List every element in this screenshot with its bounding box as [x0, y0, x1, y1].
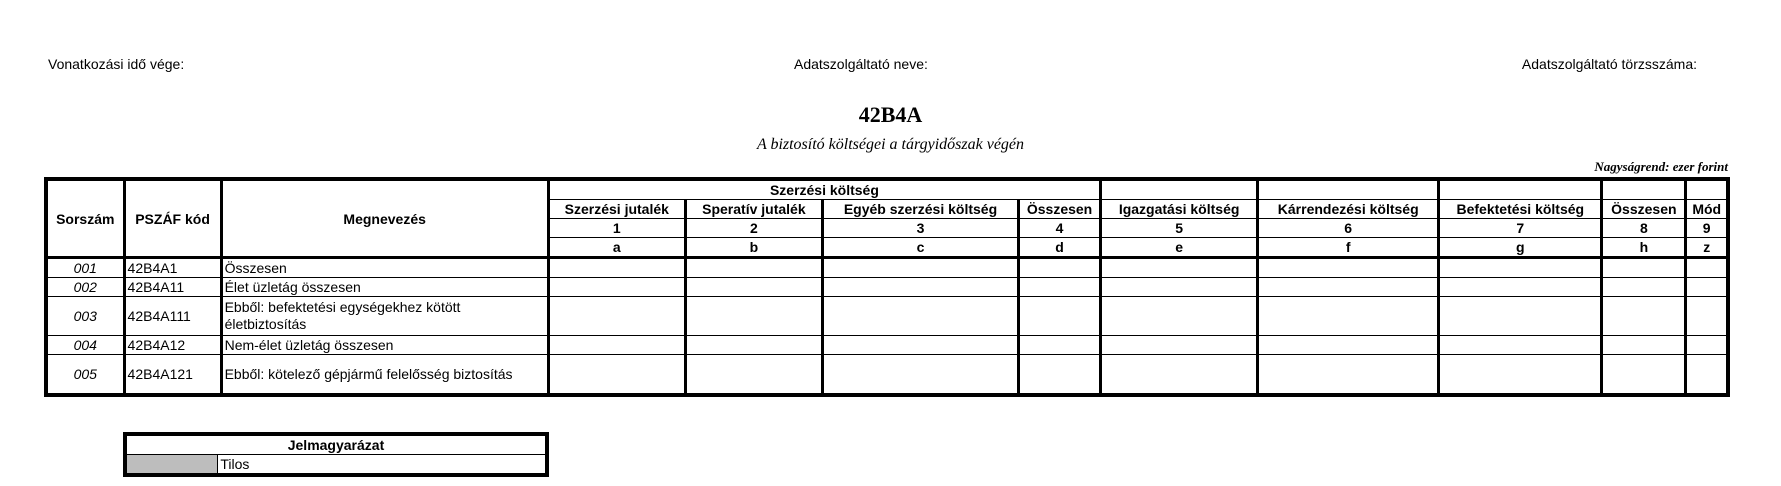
col-header: Speratív jutalék [685, 200, 822, 219]
data-cell[interactable] [1019, 297, 1101, 336]
data-cell[interactable] [548, 336, 685, 355]
col-header: Kárrendezési költség [1258, 200, 1439, 219]
row-number: 003 [46, 297, 124, 336]
data-cell[interactable] [1101, 355, 1258, 396]
row-name: Élet üzletág összesen [221, 278, 548, 297]
data-cell[interactable] [548, 278, 685, 297]
data-cell[interactable] [1686, 278, 1728, 297]
cost-table [44, 177, 1730, 397]
row-code: 42B4A11 [124, 278, 221, 297]
data-cell[interactable] [1439, 258, 1602, 278]
data-cell[interactable] [548, 355, 685, 396]
data-cell[interactable] [822, 297, 1018, 336]
row-name: Ebből: kötelező gépjármű felelősség biztosítás [221, 355, 548, 396]
data-cell[interactable] [685, 336, 822, 355]
data-cell[interactable] [1258, 278, 1439, 297]
col-letter: e [1101, 238, 1258, 258]
data-cell[interactable] [1019, 355, 1101, 396]
data-cell[interactable] [1439, 278, 1602, 297]
col-letter: a [548, 238, 685, 258]
data-cell[interactable] [1439, 297, 1602, 336]
row-number: 005 [46, 355, 124, 396]
row-name: Nem-élet üzletág összesen [221, 336, 548, 355]
data-cell[interactable] [685, 278, 822, 297]
data-cell[interactable] [1602, 336, 1686, 355]
row-number: 004 [46, 336, 124, 355]
data-cell[interactable] [1686, 258, 1728, 278]
col-letter: d [1019, 238, 1101, 258]
data-cell[interactable] [1686, 336, 1728, 355]
row-number: 001 [46, 258, 124, 278]
row-number: 002 [46, 278, 124, 297]
col-number: 4 [1019, 219, 1101, 238]
reference-period-label: Vonatkozási idő vége: [48, 56, 185, 72]
table-row [46, 336, 1728, 355]
row-name: Ebből: befektetési egységekhez kötött életbiztosítás [221, 297, 548, 336]
data-cell[interactable] [1258, 258, 1439, 278]
col-number: 7 [1439, 219, 1602, 238]
table-row [46, 355, 1728, 396]
col-letter: g [1439, 238, 1602, 258]
col-letter: f [1258, 238, 1439, 258]
col-header: Összesen [1019, 200, 1101, 219]
data-cell[interactable] [1258, 336, 1439, 355]
data-cell[interactable] [822, 355, 1018, 396]
data-cell[interactable] [1019, 336, 1101, 355]
report-code: 42B4A [858, 102, 923, 127]
data-cell[interactable] [1101, 336, 1258, 355]
table-row [46, 258, 1728, 278]
col-header: Szerzési jutalék [548, 200, 685, 219]
col-header-megnevezes: Megnevezés [221, 179, 548, 258]
data-cell[interactable] [1439, 336, 1602, 355]
col-number: 5 [1101, 219, 1258, 238]
data-cell[interactable] [1258, 297, 1439, 336]
row-code: 42B4A111 [124, 297, 221, 336]
data-cell[interactable] [1019, 278, 1101, 297]
legend-label-forbidden: Tilos [218, 455, 547, 476]
col-letter: c [822, 238, 1018, 258]
table-row [46, 297, 1728, 336]
data-cell[interactable] [1101, 297, 1258, 336]
col-header-sorszam: Sorszám [46, 179, 124, 258]
col-number: 3 [822, 219, 1018, 238]
group-header-szerzesi: Szerzési költség [548, 179, 1100, 200]
col-header-pszaf: PSZÁF kód [124, 179, 221, 258]
data-cell[interactable] [685, 297, 822, 336]
col-header: Összesen [1602, 200, 1686, 219]
data-cell[interactable] [1686, 297, 1728, 336]
data-cell[interactable] [1101, 278, 1258, 297]
col-letter: z [1686, 238, 1728, 258]
provider-name-label: Adatszolgáltató neve: [794, 56, 928, 72]
col-header: Igazgatási költség [1101, 200, 1258, 219]
row-name: Összesen [221, 258, 548, 278]
row-code: 42B4A1 [124, 258, 221, 278]
data-cell[interactable] [1602, 278, 1686, 297]
col-header: Mód [1686, 200, 1728, 219]
data-cell[interactable] [1439, 355, 1602, 396]
col-number: 6 [1258, 219, 1439, 238]
col-number: 2 [685, 219, 822, 238]
data-cell[interactable] [1019, 258, 1101, 278]
data-cell[interactable] [1258, 355, 1439, 396]
data-cell[interactable] [1686, 355, 1728, 396]
data-cell[interactable] [548, 297, 685, 336]
col-header: Befektetési költség [1439, 200, 1602, 219]
data-cell[interactable] [1602, 355, 1686, 396]
legend-title: Jelmagyarázat [125, 434, 547, 455]
data-cell[interactable] [685, 258, 822, 278]
table-row [46, 278, 1728, 297]
provider-id-label: Adatszolgáltató törzsszáma: [1521, 56, 1697, 72]
legend-swatch-forbidden [125, 455, 218, 476]
data-cell[interactable] [685, 355, 822, 396]
data-cell[interactable] [822, 258, 1018, 278]
legend-table [123, 432, 549, 477]
row-code: 42B4A12 [124, 336, 221, 355]
col-header: Egyéb szerzési költség [822, 200, 1018, 219]
data-cell[interactable] [1101, 258, 1258, 278]
data-cell[interactable] [1602, 297, 1686, 336]
report-title: A biztosító költségei a tárgyidőszak végén [756, 136, 1025, 153]
col-letter: b [685, 238, 822, 258]
col-number: 9 [1686, 219, 1728, 238]
data-cell[interactable] [822, 336, 1018, 355]
col-number: 8 [1602, 219, 1686, 238]
data-cell[interactable] [822, 278, 1018, 297]
data-cell[interactable] [548, 258, 685, 278]
unit-note: Nagyságrend: ezer forint [1594, 159, 1728, 174]
data-cell[interactable] [1602, 258, 1686, 278]
col-number: 1 [548, 219, 685, 238]
row-code: 42B4A121 [124, 355, 221, 396]
col-letter: h [1602, 238, 1686, 258]
